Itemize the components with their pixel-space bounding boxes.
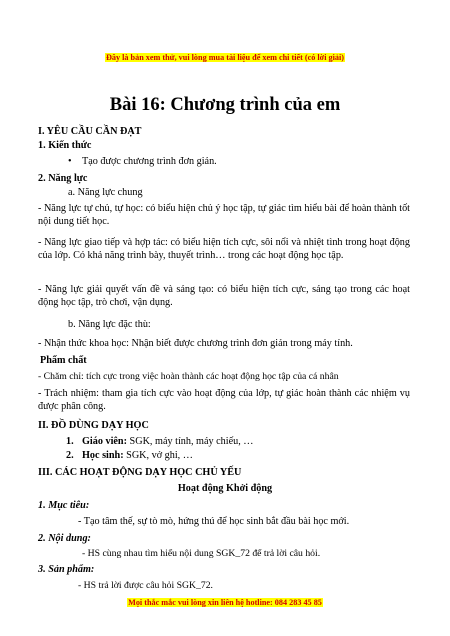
activity-title: Hoạt động Khởi động [177,483,273,494]
muc-tieu-heading: 1. Mục tiêu: [38,500,90,511]
do-dung-item-2-label: Học sinh: [82,450,124,461]
do-dung-item-1-number: 1. [66,436,74,447]
section-heading-do-dung: II. ĐỒ DÙNG DẠY HỌC [38,420,149,431]
do-dung-item-1 [82,435,253,448]
nang-luc-chung-label: a. Năng lực chung [68,187,143,198]
do-dung-item-2 [82,449,193,462]
subheading-kien-thuc: 1. Kiến thức [38,140,92,151]
section-heading-yeu-cau: I. YÊU CẦU CẦN ĐẠT [38,126,142,137]
san-pham-heading: 3. Sản phẩm: [38,564,95,575]
lesson-title: Bài 16: Chương trình của em [109,95,341,115]
noi-dung-heading: 2. Nội dung: [38,533,91,544]
preview-notice-text: Đây là bản xem thử, vui lòng mua tài liệu để xem chi tiết (có lời giải) [105,53,344,62]
bullet-icon: • [68,156,72,167]
do-dung-item-1-text: SGK, máy tính, máy chiếu, … [127,436,254,447]
subheading-pham-chat: Phẩm chất [40,355,87,366]
section-heading-hoat-dong: III. CÁC HOẠT ĐỘNG DẠY HỌC CHỦ YẾU [38,467,242,478]
hotline-text: Mọi thắc mắc vui lòng xin liên hệ hotline: 084 283 45 85 [128,598,322,607]
pham-chat-paragraph-1: - Chăm chỉ: tích cực trong việc hoàn thành các hoạt động học tập của cá nhân [38,371,339,382]
nang-luc-dac-thu-text: - Nhận thức khoa học: Nhận biết được chương trình đơn giản trong máy tính. [38,338,353,349]
nang-luc-chung-paragraph-3: - Năng lực giải quyết vấn đề và sáng tạo: có biểu hiện tích cực, sáng tạo trong các hoạt động học tập, trò chơi, vận dụng. [38,284,410,309]
do-dung-item-1-label: Giáo viên: [82,436,127,447]
muc-tieu-text: - Tạo tâm thế, sự tò mò, hứng thú để học sinh bắt đầu bài học mới. [78,516,350,527]
kien-thuc-bullet-text: Tạo được chương trình đơn giản. [82,156,217,167]
do-dung-item-2-number: 2. [66,450,74,461]
nang-luc-chung-paragraph-2: - Năng lực giao tiếp và hợp tác: có biểu hiện tích cực, sôi nổi và nhiệt tình trong hoạt động của lớp. Có khả năng trình bày, thuyết trình… trong các hoạt động học tập. [38,237,410,262]
preview-notice-banner [0,53,450,62]
subheading-nang-luc: 2. Năng lực [38,173,88,184]
san-pham-text: - HS trả lời được câu hỏi SGK_72. [78,580,213,591]
do-dung-item-2-text: SGK, vở ghi, … [123,450,193,461]
nang-luc-dac-thu-label: b. Năng lực đặc thù: [68,319,151,330]
hotline-banner [0,598,450,607]
nang-luc-chung-paragraph-1: - Năng lực tự chủ, tự học: có biểu hiện chủ ý học tập, tự giác tìm hiểu bài để hoàn thành tốt nội dung tiết học. [38,203,410,228]
noi-dung-text: - HS cùng nhau tìm hiểu nội dung SGK_72 để trả lời câu hỏi. [82,548,321,559]
pham-chat-paragraph-2: - Trách nhiệm: tham gia tích cực vào hoạt động của lớp, tự giác hoàn thành các nhiệm vụ được phân công. [38,388,410,413]
